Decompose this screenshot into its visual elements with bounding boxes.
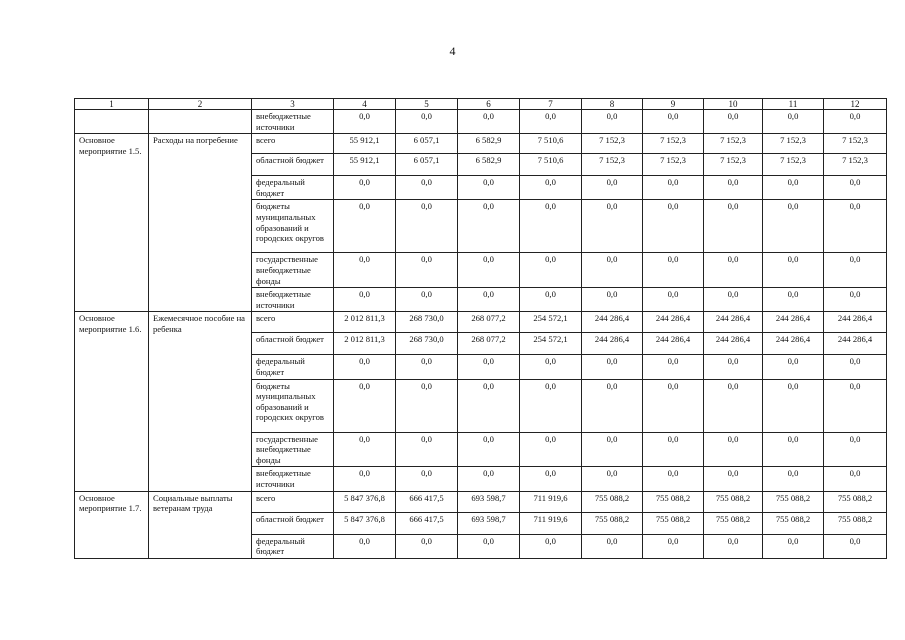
- header-cell: 4: [334, 99, 396, 110]
- header-cell: 12: [824, 99, 887, 110]
- value-cell: 0,0: [396, 534, 458, 558]
- value-cell: 7 152,3: [643, 134, 704, 154]
- value-cell: 55 912,1: [334, 134, 396, 154]
- value-cell: 7 510,6: [520, 134, 582, 154]
- value-cell: 254 572,1: [520, 312, 582, 333]
- value-cell: 666 417,5: [396, 512, 458, 534]
- value-cell: 0,0: [643, 110, 704, 134]
- value-cell: 0,0: [582, 200, 643, 253]
- value-cell: 0,0: [458, 176, 520, 200]
- value-cell: 268 077,2: [458, 312, 520, 333]
- value-cell: 0,0: [458, 110, 520, 134]
- value-cell: 0,0: [824, 110, 887, 134]
- value-cell: 0,0: [763, 432, 824, 467]
- value-cell: 0,0: [704, 176, 763, 200]
- value-cell: 6 057,1: [396, 154, 458, 176]
- value-cell: 0,0: [704, 355, 763, 379]
- value-cell: 0,0: [582, 432, 643, 467]
- value-cell: 0,0: [643, 534, 704, 558]
- funding-source-cell: внебюджетные источники: [252, 288, 334, 312]
- budget-table: [74, 98, 887, 559]
- value-cell: 0,0: [763, 253, 824, 288]
- value-cell: 0,0: [396, 288, 458, 312]
- value-cell: 244 286,4: [763, 312, 824, 333]
- value-cell: 0,0: [396, 110, 458, 134]
- value-cell: 0,0: [334, 176, 396, 200]
- value-cell: 244 286,4: [704, 312, 763, 333]
- description-cell: Ежемесячное пособие на ребенка: [149, 312, 252, 491]
- value-cell: 7 152,3: [704, 154, 763, 176]
- value-cell: 755 088,2: [704, 491, 763, 512]
- funding-source-cell: внебюджетные источники: [252, 467, 334, 491]
- funding-source-cell: областной бюджет: [252, 512, 334, 534]
- value-cell: 0,0: [763, 200, 824, 253]
- value-cell: 0,0: [763, 288, 824, 312]
- header-cell: 1: [75, 99, 149, 110]
- value-cell: 0,0: [824, 288, 887, 312]
- value-cell: 0,0: [704, 110, 763, 134]
- funding-source-cell: федеральный бюджет: [252, 355, 334, 379]
- header-cell: 6: [458, 99, 520, 110]
- activity-cell: Основное мероприятие 1.7.: [75, 491, 149, 558]
- value-cell: 666 417,5: [396, 491, 458, 512]
- value-cell: 0,0: [763, 355, 824, 379]
- value-cell: 711 919,6: [520, 491, 582, 512]
- value-cell: 0,0: [458, 200, 520, 253]
- value-cell: 0,0: [520, 253, 582, 288]
- value-cell: 0,0: [704, 467, 763, 491]
- value-cell: 244 286,4: [824, 312, 887, 333]
- value-cell: 6 582,9: [458, 134, 520, 154]
- table-row: [75, 491, 887, 512]
- value-cell: 0,0: [824, 534, 887, 558]
- value-cell: 5 847 376,8: [334, 491, 396, 512]
- value-cell: 711 919,6: [520, 512, 582, 534]
- value-cell: 0,0: [643, 379, 704, 432]
- value-cell: 7 152,3: [643, 154, 704, 176]
- value-cell: 7 152,3: [763, 154, 824, 176]
- value-cell: 0,0: [763, 176, 824, 200]
- value-cell: 0,0: [643, 355, 704, 379]
- activity-cell: [75, 110, 149, 134]
- value-cell: 2 012 811,3: [334, 312, 396, 333]
- header-cell: 8: [582, 99, 643, 110]
- value-cell: 0,0: [824, 467, 887, 491]
- value-cell: 755 088,2: [643, 512, 704, 534]
- value-cell: 0,0: [643, 432, 704, 467]
- value-cell: 0,0: [643, 253, 704, 288]
- value-cell: 693 598,7: [458, 491, 520, 512]
- value-cell: 0,0: [458, 355, 520, 379]
- header-cell: 3: [252, 99, 334, 110]
- value-cell: 0,0: [334, 534, 396, 558]
- value-cell: 0,0: [396, 432, 458, 467]
- value-cell: 0,0: [704, 200, 763, 253]
- description-cell: Социальные выплаты ветеранам труда: [149, 491, 252, 558]
- value-cell: 0,0: [582, 176, 643, 200]
- header-cell: 9: [643, 99, 704, 110]
- value-cell: 755 088,2: [643, 491, 704, 512]
- value-cell: 0,0: [763, 110, 824, 134]
- activity-cell: Основное мероприятие 1.5.: [75, 134, 149, 312]
- funding-source-cell: бюджеты муниципальных образований и городских округов: [252, 200, 334, 253]
- value-cell: 244 286,4: [824, 333, 887, 355]
- description-cell: Расходы на погребение: [149, 134, 252, 312]
- value-cell: 0,0: [334, 432, 396, 467]
- value-cell: 0,0: [334, 110, 396, 134]
- value-cell: 0,0: [824, 253, 887, 288]
- value-cell: 0,0: [643, 200, 704, 253]
- value-cell: 0,0: [824, 176, 887, 200]
- funding-source-cell: всего: [252, 312, 334, 333]
- value-cell: 0,0: [824, 432, 887, 467]
- value-cell: 0,0: [396, 200, 458, 253]
- value-cell: 755 088,2: [582, 512, 643, 534]
- value-cell: 0,0: [704, 534, 763, 558]
- value-cell: 6 057,1: [396, 134, 458, 154]
- value-cell: 0,0: [458, 534, 520, 558]
- value-cell: 254 572,1: [520, 333, 582, 355]
- value-cell: 7 152,3: [582, 154, 643, 176]
- value-cell: 7 152,3: [824, 154, 887, 176]
- value-cell: 0,0: [763, 379, 824, 432]
- value-cell: 0,0: [458, 432, 520, 467]
- value-cell: 0,0: [763, 534, 824, 558]
- table-row: [75, 312, 887, 333]
- value-cell: 268 730,0: [396, 312, 458, 333]
- value-cell: 0,0: [643, 176, 704, 200]
- value-cell: 0,0: [458, 253, 520, 288]
- value-cell: 0,0: [582, 534, 643, 558]
- value-cell: 5 847 376,8: [334, 512, 396, 534]
- value-cell: 0,0: [458, 288, 520, 312]
- value-cell: 244 286,4: [643, 312, 704, 333]
- value-cell: 0,0: [520, 379, 582, 432]
- activity-cell: Основное мероприятие 1.6.: [75, 312, 149, 491]
- value-cell: 7 152,3: [763, 134, 824, 154]
- value-cell: 244 286,4: [763, 333, 824, 355]
- value-cell: 0,0: [334, 467, 396, 491]
- value-cell: 0,0: [520, 176, 582, 200]
- value-cell: 268 077,2: [458, 333, 520, 355]
- value-cell: 0,0: [396, 467, 458, 491]
- value-cell: 0,0: [520, 432, 582, 467]
- value-cell: 0,0: [520, 110, 582, 134]
- value-cell: 0,0: [582, 355, 643, 379]
- value-cell: 755 088,2: [763, 491, 824, 512]
- value-cell: 693 598,7: [458, 512, 520, 534]
- value-cell: 0,0: [704, 288, 763, 312]
- header-cell: 11: [763, 99, 824, 110]
- header-cell: 7: [520, 99, 582, 110]
- value-cell: 0,0: [334, 288, 396, 312]
- value-cell: 244 286,4: [582, 312, 643, 333]
- value-cell: 0,0: [582, 467, 643, 491]
- value-cell: 7 152,3: [704, 134, 763, 154]
- value-cell: 0,0: [458, 467, 520, 491]
- value-cell: 0,0: [458, 379, 520, 432]
- value-cell: 0,0: [763, 467, 824, 491]
- funding-source-cell: всего: [252, 491, 334, 512]
- funding-source-cell: федеральный бюджет: [252, 176, 334, 200]
- value-cell: 55 912,1: [334, 154, 396, 176]
- value-cell: 0,0: [582, 110, 643, 134]
- funding-source-cell: государственные внебюджетные фонды: [252, 432, 334, 467]
- header-cell: 5: [396, 99, 458, 110]
- value-cell: 0,0: [334, 355, 396, 379]
- value-cell: 755 088,2: [704, 512, 763, 534]
- value-cell: 0,0: [824, 379, 887, 432]
- value-cell: 0,0: [334, 253, 396, 288]
- value-cell: 0,0: [520, 534, 582, 558]
- value-cell: 2 012 811,3: [334, 333, 396, 355]
- value-cell: 0,0: [334, 200, 396, 253]
- value-cell: 755 088,2: [582, 491, 643, 512]
- funding-source-cell: бюджеты муниципальных образований и городских округов: [252, 379, 334, 432]
- value-cell: 0,0: [396, 176, 458, 200]
- value-cell: 0,0: [704, 432, 763, 467]
- value-cell: 0,0: [396, 379, 458, 432]
- value-cell: 244 286,4: [704, 333, 763, 355]
- value-cell: 755 088,2: [763, 512, 824, 534]
- value-cell: 0,0: [396, 253, 458, 288]
- header-cell: 10: [704, 99, 763, 110]
- funding-source-cell: федеральный бюджет: [252, 534, 334, 558]
- value-cell: 0,0: [704, 379, 763, 432]
- funding-source-cell: государственные внебюджетные фонды: [252, 253, 334, 288]
- value-cell: 0,0: [582, 379, 643, 432]
- value-cell: 0,0: [520, 288, 582, 312]
- header-cell: 2: [149, 99, 252, 110]
- page-number: 4: [449, 44, 456, 58]
- funding-source-cell: областной бюджет: [252, 154, 334, 176]
- value-cell: 6 582,9: [458, 154, 520, 176]
- value-cell: 244 286,4: [643, 333, 704, 355]
- value-cell: 755 088,2: [824, 512, 887, 534]
- value-cell: 0,0: [520, 467, 582, 491]
- table-row: [75, 110, 887, 134]
- value-cell: 0,0: [582, 288, 643, 312]
- value-cell: 268 730,0: [396, 333, 458, 355]
- value-cell: 0,0: [520, 355, 582, 379]
- funding-source-cell: внебюджетные источники: [252, 110, 334, 134]
- value-cell: 0,0: [520, 200, 582, 253]
- header-row: [75, 99, 887, 110]
- funding-source-cell: всего: [252, 134, 334, 154]
- table-row: [75, 134, 887, 154]
- funding-source-cell: областной бюджет: [252, 333, 334, 355]
- value-cell: 244 286,4: [582, 333, 643, 355]
- value-cell: 7 152,3: [582, 134, 643, 154]
- value-cell: 0,0: [704, 253, 763, 288]
- value-cell: 7 152,3: [824, 134, 887, 154]
- value-cell: 755 088,2: [824, 491, 887, 512]
- value-cell: 0,0: [334, 379, 396, 432]
- value-cell: 0,0: [643, 288, 704, 312]
- value-cell: 0,0: [582, 253, 643, 288]
- value-cell: 0,0: [643, 467, 704, 491]
- value-cell: 0,0: [824, 355, 887, 379]
- value-cell: 0,0: [396, 355, 458, 379]
- value-cell: 0,0: [824, 200, 887, 253]
- value-cell: 7 510,6: [520, 154, 582, 176]
- description-cell: [149, 110, 252, 134]
